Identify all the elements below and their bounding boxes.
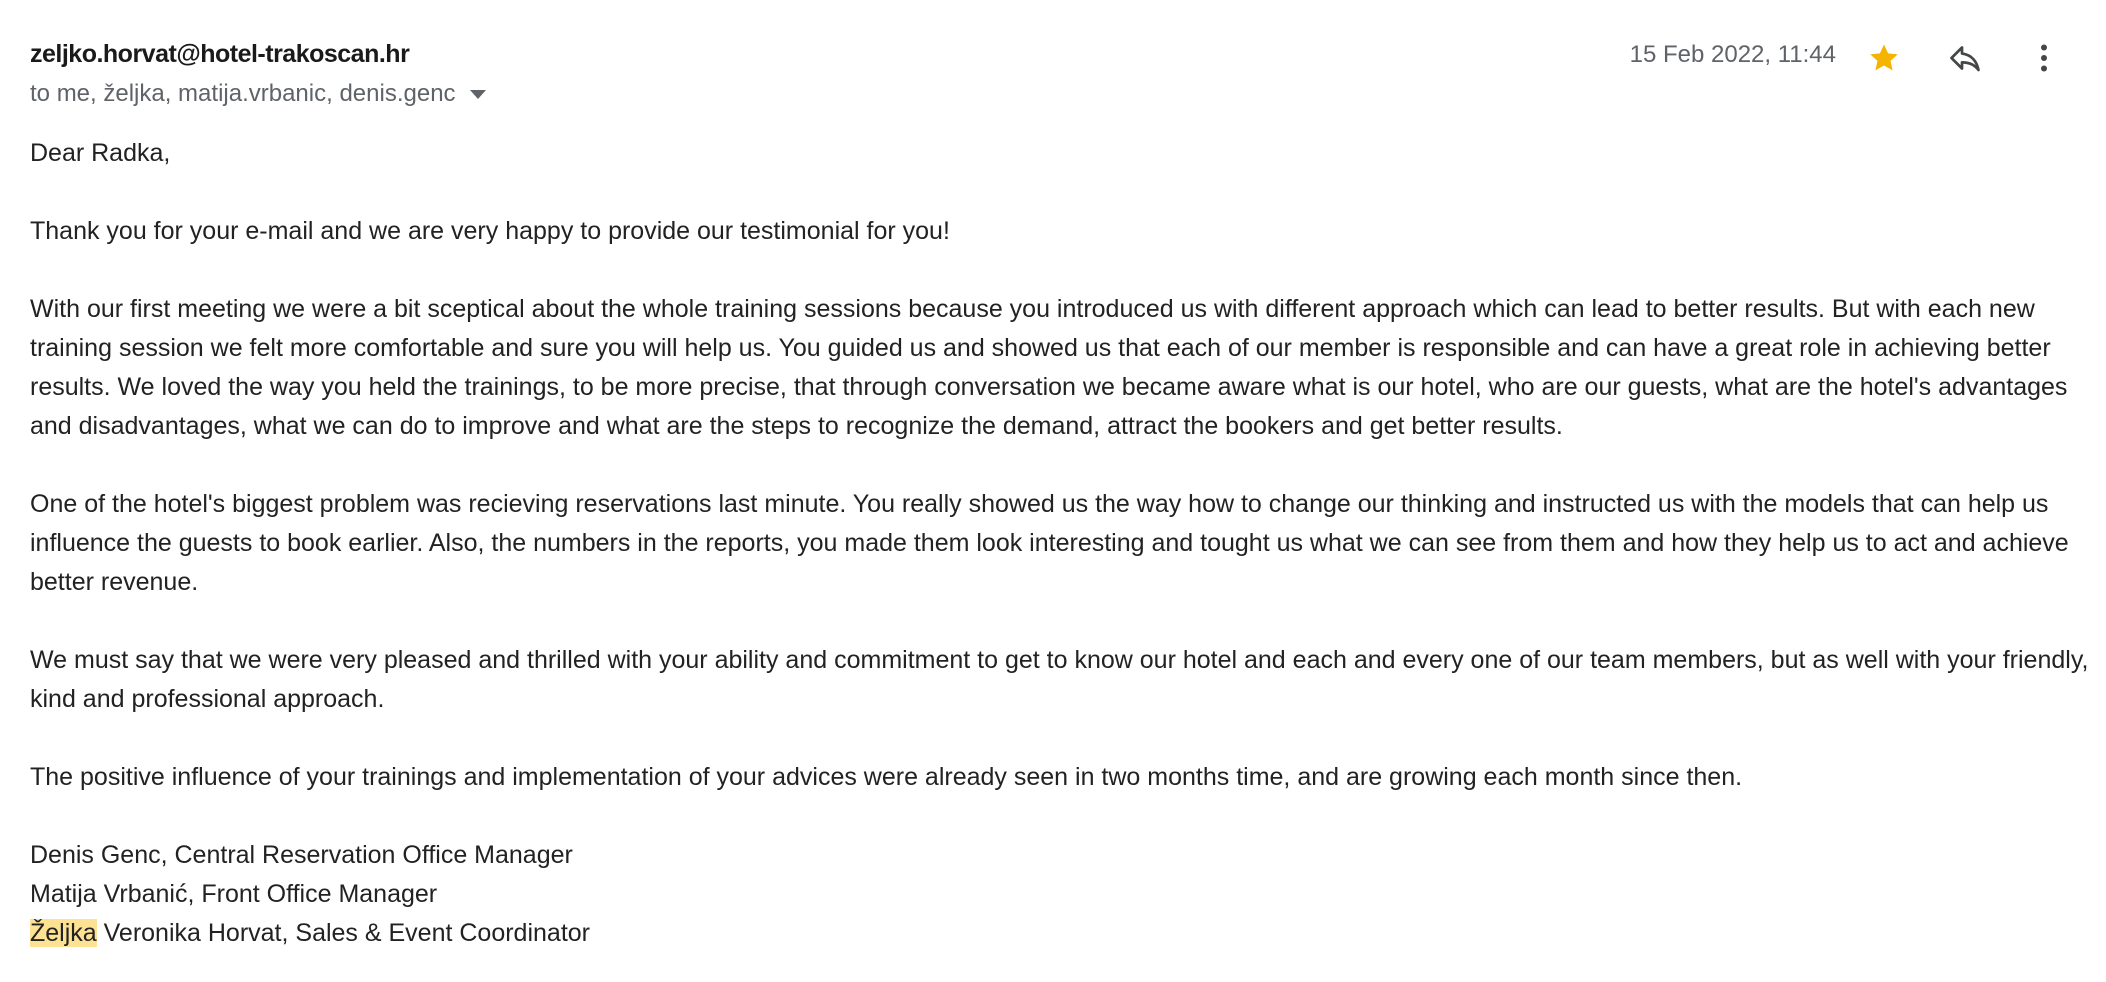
greeting: Dear Radka, <box>30 139 171 167</box>
paragraph-first-meeting: With our first meeting we were a bit sceptical about the whole training sessions because you introduced us with different approach which can lead to better results. But with each new training session we felt more comfortable and sure you will help us. You guided us and showed us that each of our member is responsible and can have a great role in achieving better results. We loved the way you held the trainings, to be more precise, that through conversation we became aware what is our hotel, who are our guests, what are the hotel's advantages and disadvantages, what we can do to improve and what are the steps to recognize the demand, attract the bookers and get better results. <box>30 295 2068 440</box>
recipients-line[interactable] <box>30 80 486 108</box>
email-date: 15 Feb 2022, 11:44 <box>1629 41 1836 68</box>
signature-line-1: Denis Genc, Central Reservation Office Manager <box>30 841 573 869</box>
more-vert-icon <box>2026 40 2062 76</box>
more-options-button[interactable] <box>2022 36 2066 80</box>
reply-icon <box>1947 40 1983 76</box>
sender-address[interactable]: zeljko.horvat@hotel-trakoscan.hr <box>30 40 410 68</box>
paragraph-reservations: One of the hotel's biggest problem was recieving reservations last minute. You really showed us the way how to change our thinking and instructed us with the models that can help us influence the guests to book earlier. Also, the numbers in the reports, you made them look interesting and tought us what we can see from them and how they help us to act and achieve better revenue. <box>30 490 2069 596</box>
email-body <box>30 134 2090 953</box>
search-highlight: Željka <box>30 919 97 947</box>
paragraph-thanks: Thank you for your e-mail and we are very happy to provide our testimonial for you! <box>30 217 950 245</box>
recipients-text <box>30 80 456 108</box>
recipients-list: me, željka, matija.vrbanic, denis.genc <box>56 80 456 107</box>
caret-down-icon[interactable] <box>470 90 486 99</box>
signature-line-3 <box>30 914 2090 953</box>
signature <box>30 836 2090 953</box>
reply-button[interactable] <box>1943 36 1987 80</box>
star-button[interactable] <box>1862 36 1906 80</box>
email-header <box>30 36 2076 116</box>
paragraph-pleased: We must say that we were very pleased and thrilled with your ability and commitment to get to know our hotel and each and every one of our team members, but as well with your friendly, kind and professional approach. <box>30 646 2089 713</box>
star-icon <box>1867 41 1901 75</box>
signature-line-2: Matija Vrbanić, Front Office Manager <box>30 880 438 908</box>
signature-line-3-rest: Veronika Horvat, Sales & Event Coordinator <box>96 919 590 947</box>
recipients-prefix: to <box>30 80 51 107</box>
paragraph-positive-influence: The positive influence of your trainings and implementation of your advices were already seen in two months time, and are growing each month since then. <box>30 763 1743 791</box>
